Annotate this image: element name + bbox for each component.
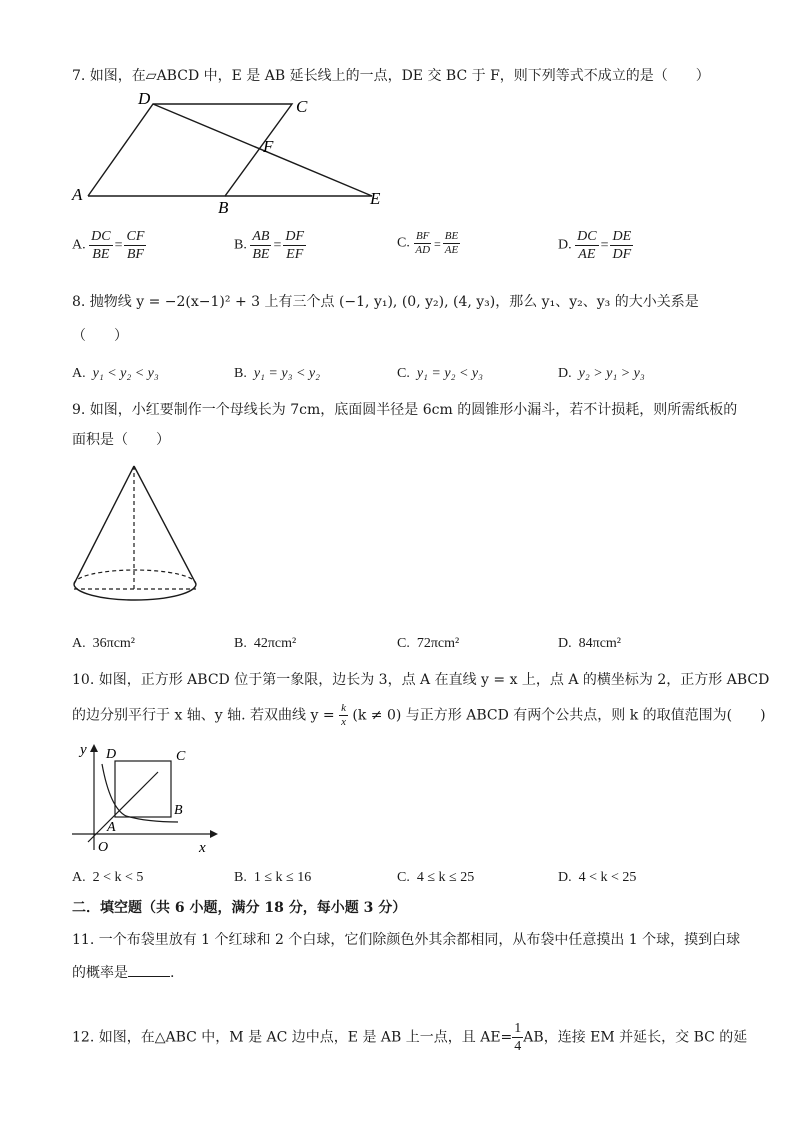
fraction: $\frac{AB}{BE}$ bbox=[252, 229, 270, 262]
q9-option-c[interactable] bbox=[397, 634, 459, 654]
q8-option-c[interactable] bbox=[397, 364, 483, 384]
q7-option-b[interactable]: B. $\frac{AB}{BE}$ = $\frac{DF}{EF}$ bbox=[234, 229, 305, 262]
q10-label-d: D bbox=[106, 747, 117, 762]
q7-stem: 7. 如图，在▱ABCD 中，E 是 AB 延长线上的一点，DE 交 BC 于 F，则下列等式不成立的是（ ） bbox=[72, 68, 710, 84]
option-letter: B. bbox=[234, 237, 247, 253]
option-letter: D. bbox=[558, 636, 572, 651]
option-letter: B. bbox=[234, 636, 247, 651]
option-letter: D. bbox=[558, 237, 572, 253]
option-letter: A. bbox=[72, 237, 86, 253]
q9-option-a[interactable] bbox=[72, 634, 135, 654]
q9-option-b[interactable] bbox=[234, 634, 296, 654]
q7-option-a[interactable]: A. $\frac{DC}{BE}$ = $\frac{CF}{BF}$ bbox=[72, 229, 145, 262]
q10-label-b: B bbox=[174, 803, 183, 818]
option-text: y₁ = y₃ < y₂ bbox=[253, 366, 320, 381]
fraction: $\frac{DE}{DF}$ bbox=[612, 229, 632, 262]
q10-label-c: C bbox=[176, 749, 186, 764]
option-letter: C. bbox=[397, 366, 410, 381]
option-text: y₁ < y₂ < y₃ bbox=[92, 366, 159, 381]
option-letter: C. bbox=[397, 870, 410, 885]
q7-option-c[interactable]: C. $\frac{BF}{AD}$ = $\frac{BE}{AE}$ bbox=[397, 230, 459, 256]
option-letter: C. bbox=[397, 636, 410, 651]
answer-blank[interactable] bbox=[128, 962, 170, 977]
q7-label-e: E bbox=[370, 189, 381, 208]
q7-label-d: D bbox=[138, 90, 151, 108]
option-text: y₁ = y₂ < y₃ bbox=[416, 366, 483, 381]
stem-text: AB，连接 EM 并延长，交 BC 的延 bbox=[523, 1029, 748, 1046]
option-text: 1 ≤ k ≤ 16 bbox=[253, 870, 312, 885]
fraction: $\frac{1}{4}$ bbox=[514, 1021, 522, 1054]
option-letter: D. bbox=[558, 366, 572, 381]
q10-stem-line1: 10. 如图，正方形 ABCD 位于第一象限，边长为 3，点 A 在直线 y = x 上，点 A 的横坐标为 2，正方形 ABCD bbox=[72, 672, 770, 688]
q11-stem-line2 bbox=[72, 962, 174, 983]
stem-text: 的概率是 bbox=[72, 965, 128, 981]
stem-text: (k ≠ 0) 与正方形 ABCD 有两个公共点，则 k 的取值范围为( ) bbox=[352, 707, 766, 724]
q8-option-d[interactable] bbox=[558, 364, 645, 384]
option-text: 84πcm² bbox=[578, 636, 621, 651]
option-text: 42πcm² bbox=[253, 636, 297, 651]
stem-text: 的边分别平行于 x 轴、y 轴. 若双曲线 y = bbox=[72, 707, 335, 724]
q11-stem-line1: 11. 一个布袋里放有 1 个红球和 2 个白球，它们除颜色外其余都相同，从布袋中任意摸出 1 个球，摸到白球 bbox=[72, 932, 741, 948]
option-text: 4 < k < 25 bbox=[578, 870, 637, 885]
q10-label-a: A bbox=[107, 820, 116, 835]
option-letter: B. bbox=[234, 366, 247, 381]
option-letter: A. bbox=[72, 366, 86, 381]
option-letter: A. bbox=[72, 870, 86, 885]
q7-label-a: A bbox=[72, 185, 83, 204]
fraction: $\frac{DC}{BE}$ bbox=[91, 229, 111, 262]
stem-text: . bbox=[170, 965, 175, 981]
q10-axis-x-label: x bbox=[199, 840, 206, 856]
q7-option-d[interactable]: D. $\frac{DC}{AE}$ = $\frac{DE}{DF}$ bbox=[558, 229, 632, 262]
option-text: y₂ > y₁ > y₃ bbox=[578, 366, 645, 381]
option-text: 36πcm² bbox=[92, 636, 135, 651]
stem-text: 12. 如图，在△ABC 中，M 是 AC 边中点，E 是 AB 上一点，且 AE= bbox=[72, 1029, 513, 1046]
q10-axis-y-label: y bbox=[80, 742, 87, 758]
option-letter: B. bbox=[234, 870, 247, 885]
option-text: 4 ≤ k ≤ 25 bbox=[416, 870, 475, 885]
option-text: 72πcm² bbox=[416, 636, 460, 651]
q7-parallelogram-figure bbox=[66, 90, 396, 216]
fraction: $\frac{BE}{AE}$ bbox=[444, 230, 459, 256]
q8-option-b[interactable] bbox=[234, 364, 320, 384]
q8-answer-paren: （ ） bbox=[72, 328, 128, 344]
fraction: $\frac{DF}{EF}$ bbox=[285, 229, 305, 262]
q10-option-b[interactable] bbox=[234, 868, 311, 888]
q10-origin-label: O bbox=[98, 840, 109, 855]
q8-stem: 8. 抛物线 y = −2(x−1)² + 3 上有三个点 (−1, y₁), (0, y₂), (4, y₃)，那么 y₁、y₂、y₃ 的大小关系是 bbox=[72, 294, 699, 310]
q7-label-b: B bbox=[218, 198, 229, 216]
fraction: $\frac{BF}{AD}$ bbox=[415, 230, 431, 256]
q9-cone-figure bbox=[68, 460, 208, 608]
q12-stem bbox=[72, 1020, 747, 1055]
q9-stem-line1: 9. 如图，小红要制作一个母线长为 7cm，底面圆半径是 6cm 的圆锥形小漏斗，若不计损耗，则所需纸板的 bbox=[72, 402, 738, 418]
option-letter: A. bbox=[72, 636, 86, 651]
q7-label-f: F bbox=[263, 137, 274, 156]
fraction: $\frac{k}{x}$ bbox=[341, 702, 346, 728]
option-letter: D. bbox=[558, 870, 572, 885]
option-text: 2 < k < 5 bbox=[92, 870, 144, 885]
q9-stem-line2: 面积是（ ） bbox=[72, 432, 170, 448]
q10-option-d[interactable] bbox=[558, 868, 636, 888]
q10-option-c[interactable] bbox=[397, 868, 474, 888]
q8-option-a[interactable] bbox=[72, 364, 159, 384]
section-title-fill-in: 二．填空题（共 6 小题，满分 18 分，每小题 3 分） bbox=[72, 900, 407, 916]
q7-label-c: C bbox=[296, 97, 308, 116]
fraction: $\frac{CF}{BF}$ bbox=[126, 229, 145, 262]
q10-square-hyperbola-figure bbox=[66, 738, 226, 858]
q10-stem-line2 bbox=[72, 702, 766, 729]
q10-option-a[interactable] bbox=[72, 868, 143, 888]
option-letter: C. bbox=[397, 235, 410, 251]
fraction: $\frac{DC}{AE}$ bbox=[577, 229, 597, 262]
q9-option-d[interactable] bbox=[558, 634, 621, 654]
